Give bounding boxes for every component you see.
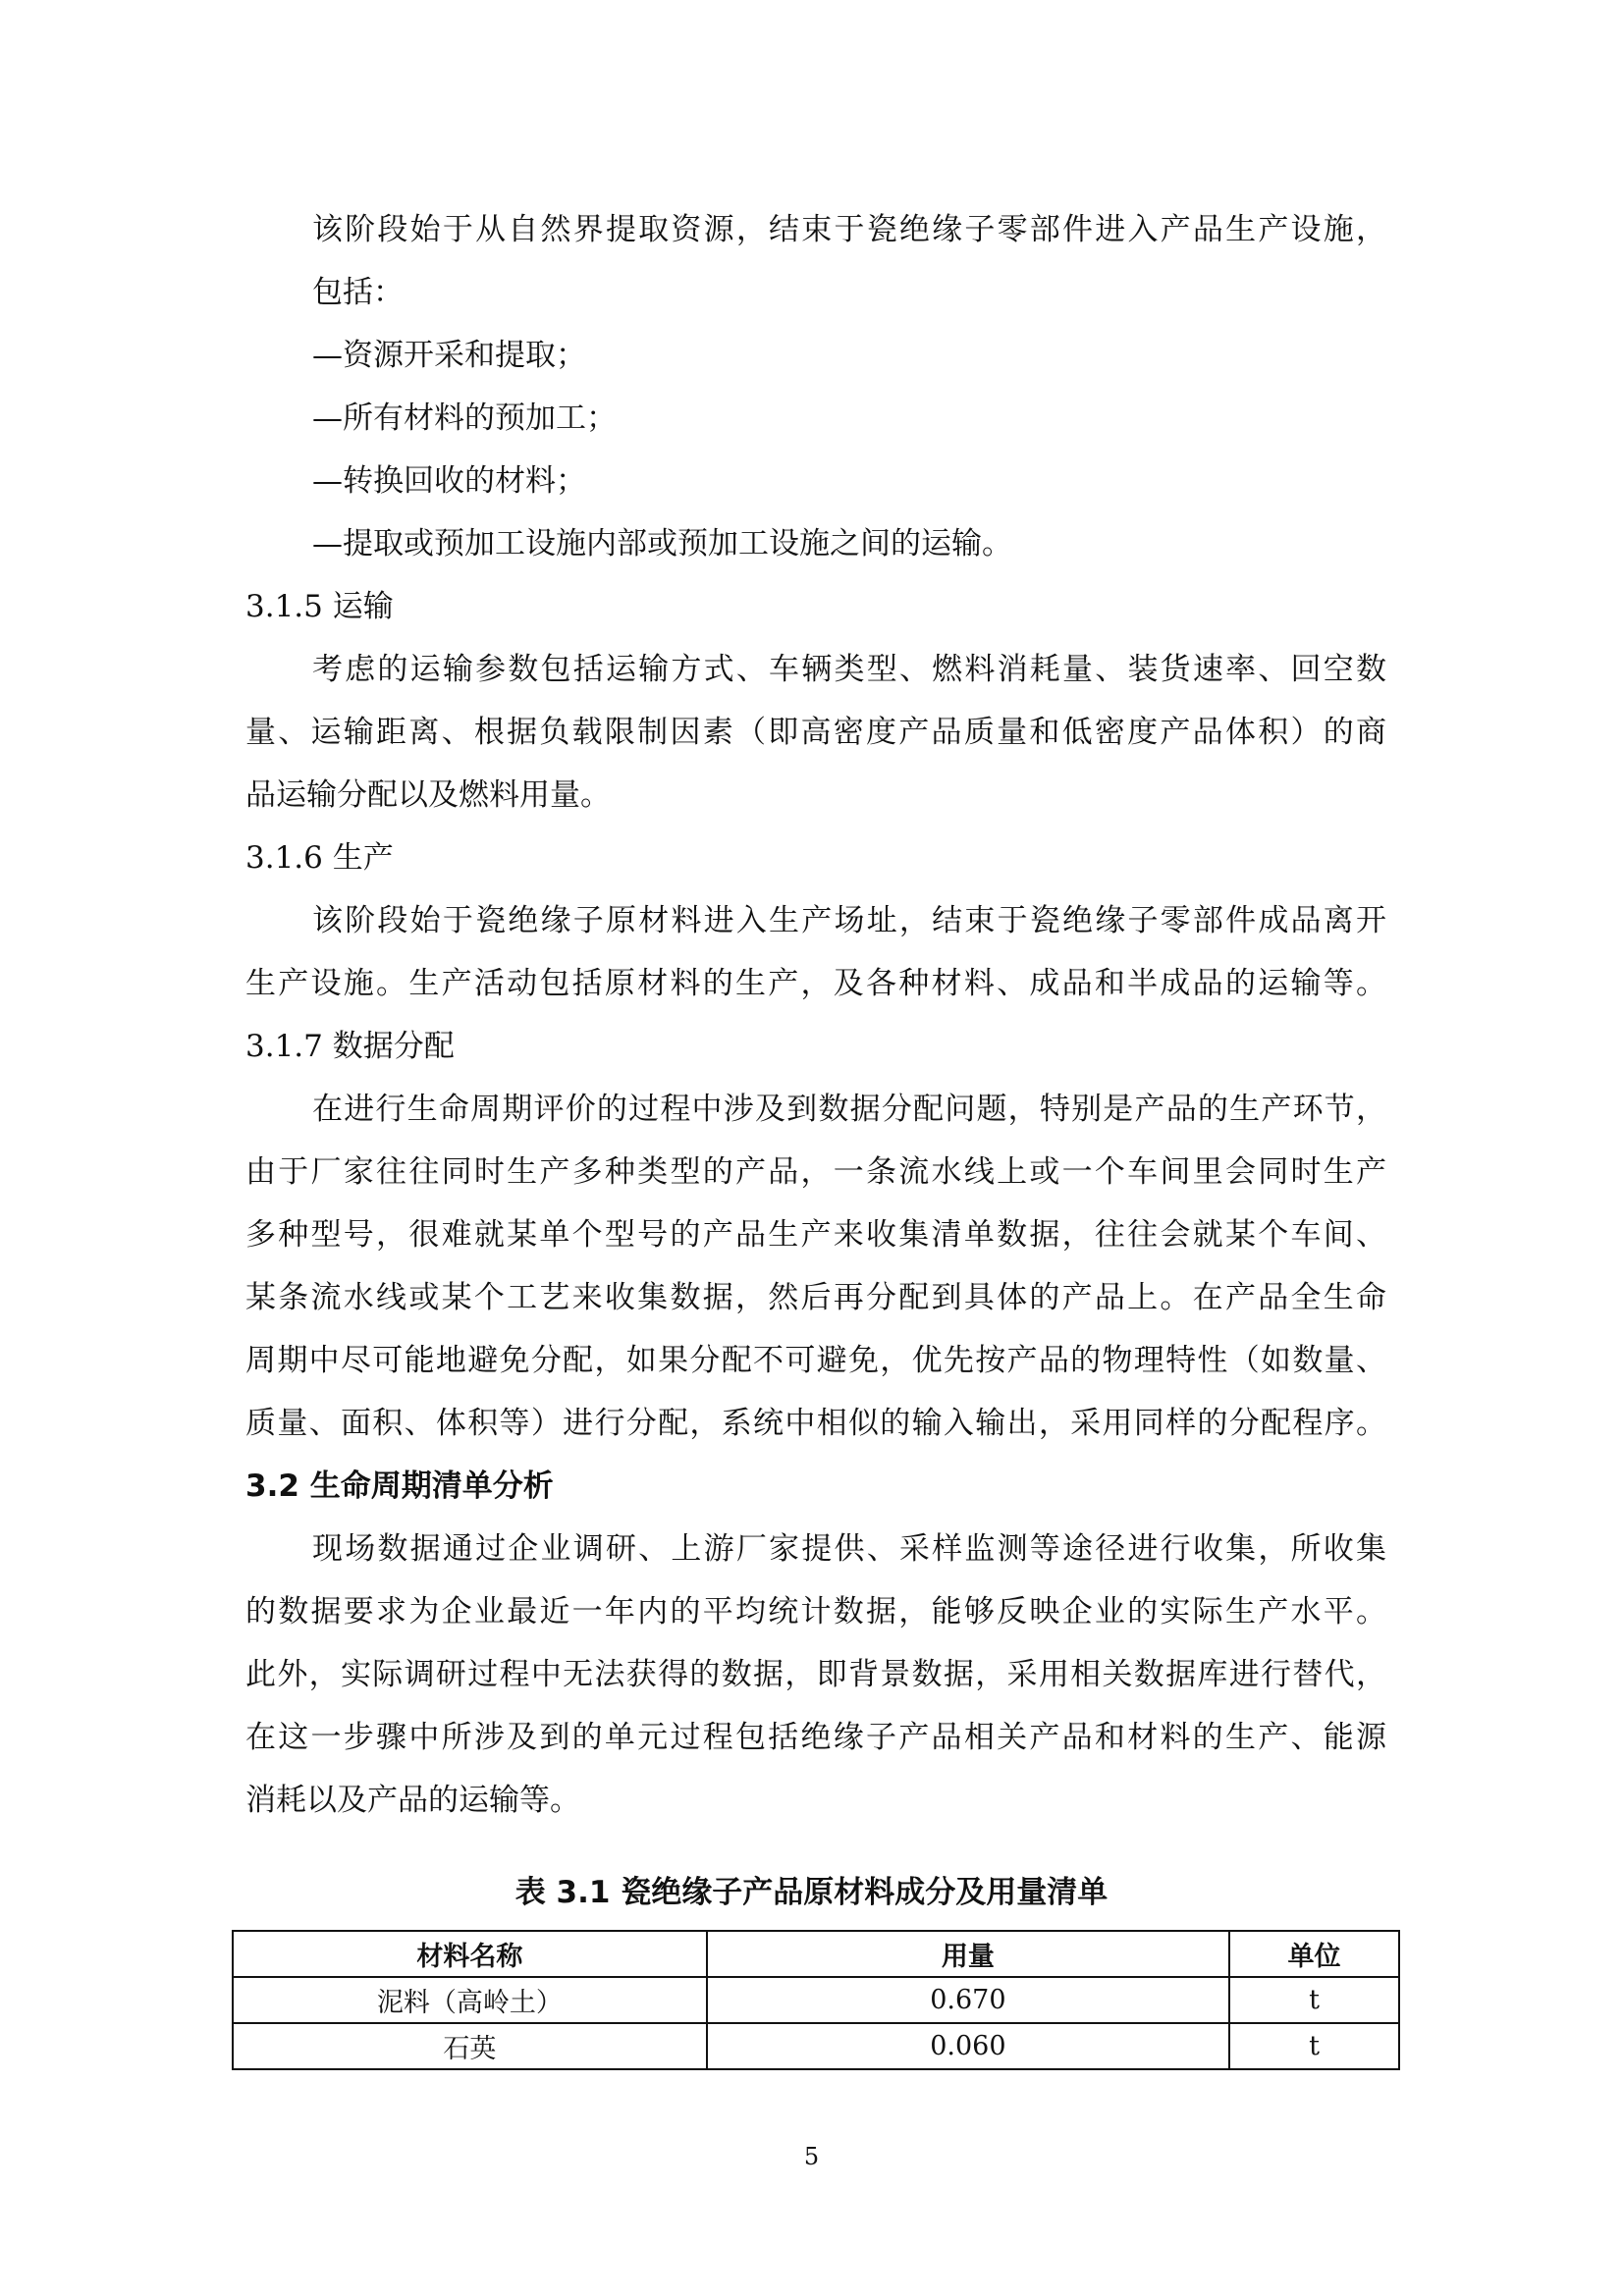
table-cell: t xyxy=(1229,1977,1399,2023)
list-item: —资源开采和提取； xyxy=(312,338,586,373)
section-heading: 3.1.6 生产 xyxy=(245,840,394,876)
paragraph-line: 现场数据通过企业调研、上游厂家提供、采样监测等途径进行收集，所收集 xyxy=(312,1531,1386,1567)
paragraph-line: 消耗以及产品的运输等。 xyxy=(245,1783,580,1818)
table-row xyxy=(233,1977,1399,2023)
paragraph-line: 此外，实际调研过程中无法获得的数据，即背景数据，采用相关数据库进行替代， xyxy=(245,1657,1386,1692)
list-item: —所有材料的预加工； xyxy=(312,400,617,436)
table-header-cell: 用量 xyxy=(707,1931,1229,1977)
paragraph-line: 的数据要求为企业最近一年内的平均统计数据，能够反映企业的实际生产水平。 xyxy=(245,1594,1386,1629)
list-item: —转换回收的材料； xyxy=(312,463,586,499)
table-cell: 石英 xyxy=(233,2023,707,2069)
section-heading: 3.1.5 运输 xyxy=(245,589,394,624)
paragraph-line: 量、运输距离、根据负载限制因素（即高密度产品质量和低密度产品体积）的商 xyxy=(245,715,1386,750)
section-heading-bold: 3.2 生命周期清单分析 xyxy=(245,1468,554,1504)
table-header-cell: 单位 xyxy=(1229,1931,1399,1977)
table-row xyxy=(233,2023,1399,2069)
materials-table xyxy=(232,1930,1400,2070)
section-heading: 3.1.7 数据分配 xyxy=(245,1029,455,1064)
paragraph-line: 生产设施。生产活动包括原材料的生产，及各种材料、成品和半成品的运输等。 xyxy=(245,966,1386,1001)
table-cell: 0.060 xyxy=(707,2023,1229,2069)
paragraph-line: 该阶段始于瓷绝缘子原材料进入生产场址，结束于瓷绝缘子零部件成品离开 xyxy=(312,903,1386,938)
table-header-cell: 材料名称 xyxy=(233,1931,707,1977)
paragraph-line: 在进行生命周期评价的过程中涉及到数据分配问题，特别是产品的生产环节， xyxy=(312,1092,1386,1127)
paragraph-line: 品运输分配以及燃料用量。 xyxy=(245,777,611,813)
table-caption: 表 3.1 瓷绝缘子产品原材料成分及用量清单 xyxy=(514,1875,1109,1910)
table-header-row xyxy=(233,1931,1399,1977)
paragraph-line: 周期中尽可能地避免分配，如果分配不可避免，优先按产品的物理特性（如数量、 xyxy=(245,1343,1386,1378)
list-item: —提取或预加工设施内部或预加工设施之间的运输。 xyxy=(312,526,1012,561)
paragraph-line: 考虑的运输参数包括运输方式、车辆类型、燃料消耗量、装货速率、回空数 xyxy=(312,652,1386,687)
table-cell: 泥料（高岭土） xyxy=(233,1977,707,2023)
table-cell: t xyxy=(1229,2023,1399,2069)
paragraph-line: 由于厂家往往同时生产多种类型的产品，一条流水线上或一个车间里会同时生产 xyxy=(245,1154,1386,1190)
paragraph-line: 该阶段始于从自然界提取资源，结束于瓷绝缘子零部件进入产品生产设施， xyxy=(312,212,1386,247)
paragraph-line: 包括： xyxy=(312,275,404,310)
paragraph-line: 在这一步骤中所涉及到的单元过程包括绝缘子产品相关产品和材料的生产、能源 xyxy=(245,1720,1386,1755)
table-cell: 0.670 xyxy=(707,1977,1229,2023)
page-number: 5 xyxy=(803,2143,820,2170)
paragraph-line: 质量、面积、体积等）进行分配，系统中相似的输入输出，采用同样的分配程序。 xyxy=(245,1406,1386,1441)
paragraph-line: 多种型号，很难就某单个型号的产品生产来收集清单数据，往往会就某个车间、 xyxy=(245,1217,1386,1253)
paragraph-line: 某条流水线或某个工艺来收集数据，然后再分配到具体的产品上。在产品全生命 xyxy=(245,1280,1386,1315)
